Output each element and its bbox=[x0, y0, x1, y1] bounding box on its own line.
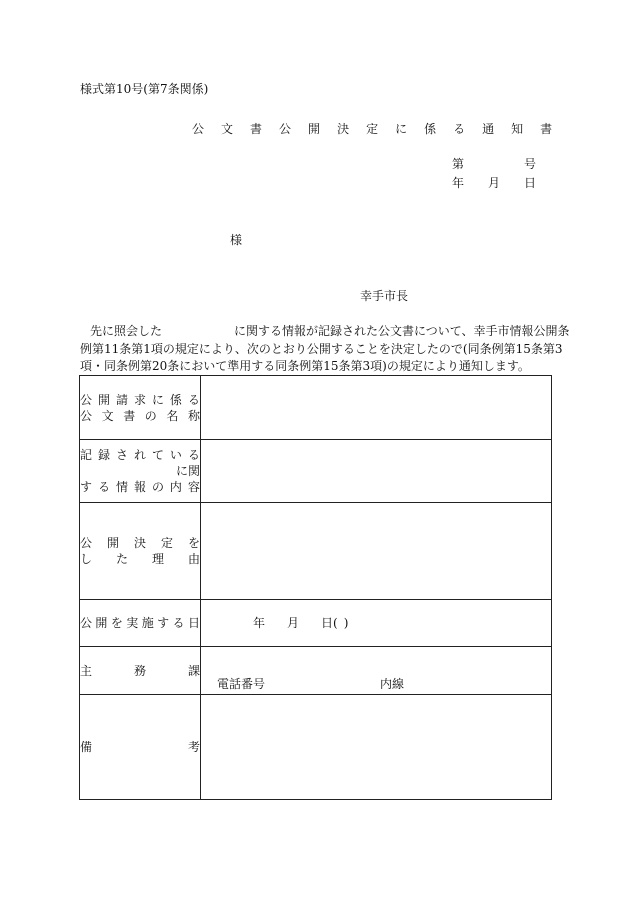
table-row bbox=[80, 376, 552, 440]
label-remarks bbox=[80, 695, 201, 800]
label-char: 公 bbox=[80, 408, 93, 423]
table-row bbox=[80, 503, 552, 600]
body-line-3: 項・同条例第20条において準用する同条例第15条第3項)の規定により通知します。 bbox=[80, 359, 530, 373]
label-line bbox=[80, 392, 200, 408]
label-char: 考 bbox=[187, 740, 200, 754]
label-char: 公 bbox=[80, 392, 93, 407]
value-decision-reason[interactable] bbox=[201, 503, 552, 600]
label-char: 備 bbox=[80, 740, 93, 754]
label-char: 日 bbox=[187, 616, 200, 630]
phone-number-label: 電話番号 bbox=[217, 677, 266, 691]
label-char: 書 bbox=[123, 408, 136, 423]
label-char: る bbox=[172, 616, 185, 630]
label-char: る bbox=[187, 448, 200, 462]
value-department[interactable] bbox=[201, 647, 552, 695]
label-line bbox=[80, 535, 200, 551]
issue-year: 年 bbox=[452, 176, 465, 190]
label-char: 由 bbox=[187, 552, 200, 566]
label-char: の bbox=[151, 480, 164, 494]
label-char: し bbox=[80, 552, 93, 566]
label-char: 請 bbox=[115, 392, 128, 407]
issue-day: 日 bbox=[524, 176, 537, 190]
label-char: 係 bbox=[169, 392, 182, 407]
disclosure-day-unit: 日( bbox=[321, 616, 338, 630]
label-line bbox=[80, 739, 200, 755]
label-char: 称 bbox=[187, 408, 200, 423]
issuer-name: 幸手市長 bbox=[360, 289, 409, 303]
label-char: 決 bbox=[133, 536, 146, 550]
addressee: 様 bbox=[230, 233, 243, 247]
label-char: 録 bbox=[97, 448, 110, 462]
label-char: 情 bbox=[115, 480, 128, 494]
label-char: 開 bbox=[95, 616, 108, 630]
label-char: 容 bbox=[187, 480, 200, 494]
label-char: の bbox=[144, 408, 157, 423]
label-char: る bbox=[97, 480, 110, 494]
label-char: 定 bbox=[160, 536, 173, 550]
label-char: 施 bbox=[141, 616, 154, 630]
label-char: 求 bbox=[133, 392, 146, 407]
disclosure-weekday-close: ) bbox=[343, 616, 349, 630]
label-info-content bbox=[80, 440, 201, 503]
label-char: 文 bbox=[101, 408, 114, 423]
label-char: を bbox=[110, 616, 123, 630]
label-char: 開 bbox=[97, 392, 110, 407]
label-char: に bbox=[151, 392, 164, 407]
notice-table bbox=[79, 375, 552, 800]
notice-body bbox=[80, 323, 570, 376]
label-disclosure-date bbox=[80, 600, 201, 647]
label-char: す bbox=[80, 480, 93, 494]
body-line-1: 先に照会した に関する情報が記録された公文書について、幸手市情報公開条 bbox=[90, 324, 570, 338]
table-row bbox=[80, 600, 552, 647]
label-char: 開 bbox=[106, 536, 119, 550]
label-char: 内 bbox=[169, 480, 182, 494]
disclosure-year-unit: 年 bbox=[253, 616, 266, 630]
label-char: 公 bbox=[80, 616, 93, 630]
label-line bbox=[80, 615, 200, 631]
table-row bbox=[80, 647, 552, 695]
label-char: す bbox=[157, 616, 170, 630]
label-line bbox=[80, 408, 200, 424]
table-row bbox=[80, 440, 552, 503]
value-info-content[interactable] bbox=[201, 440, 552, 503]
label-char: 報 bbox=[133, 480, 146, 494]
label-char: て bbox=[151, 448, 164, 462]
form-number: 様式第10号(第7条関係) bbox=[80, 82, 209, 96]
label-char: 公 bbox=[80, 536, 93, 550]
label-char: 課 bbox=[187, 664, 200, 678]
label-line bbox=[80, 551, 200, 567]
value-remarks[interactable] bbox=[201, 695, 552, 800]
label-char: 務 bbox=[133, 664, 146, 678]
value-document-name[interactable] bbox=[201, 376, 552, 440]
label-line bbox=[80, 663, 200, 679]
label-char: さ bbox=[115, 448, 128, 462]
label-char: 理 bbox=[151, 552, 164, 566]
body-line-2: 例第11条第1項の規定により、次のとおり公開することを決定したので(同条例第15条第3 bbox=[80, 341, 563, 356]
label-document-name bbox=[80, 376, 201, 440]
disclosure-date bbox=[253, 615, 348, 631]
label-char: 記 bbox=[80, 448, 93, 462]
label-char: 実 bbox=[126, 616, 139, 630]
label-line: に関 bbox=[175, 464, 200, 478]
label-char: 主 bbox=[80, 664, 93, 678]
label-char: い bbox=[169, 448, 182, 462]
label-department bbox=[80, 647, 201, 695]
label-line bbox=[80, 447, 200, 463]
document-title: 公 文 書 公 開 決 定 に 係 る 通 知 書 bbox=[192, 122, 559, 136]
label-char: を bbox=[187, 536, 200, 550]
label-line bbox=[80, 479, 200, 495]
issue-month: 月 bbox=[488, 176, 501, 190]
number-prefix: 第 bbox=[452, 157, 465, 171]
label-decision-reason bbox=[80, 503, 201, 600]
table-row bbox=[80, 695, 552, 800]
extension-label: 内線 bbox=[380, 677, 405, 691]
label-char: 名 bbox=[166, 408, 179, 423]
value-disclosure-date[interactable] bbox=[201, 600, 552, 647]
label-char: れ bbox=[133, 448, 146, 462]
label-char: た bbox=[115, 552, 128, 566]
label-char: る bbox=[187, 392, 200, 407]
disclosure-month-unit: 月 bbox=[287, 616, 300, 630]
number-suffix: 号 bbox=[524, 157, 537, 171]
